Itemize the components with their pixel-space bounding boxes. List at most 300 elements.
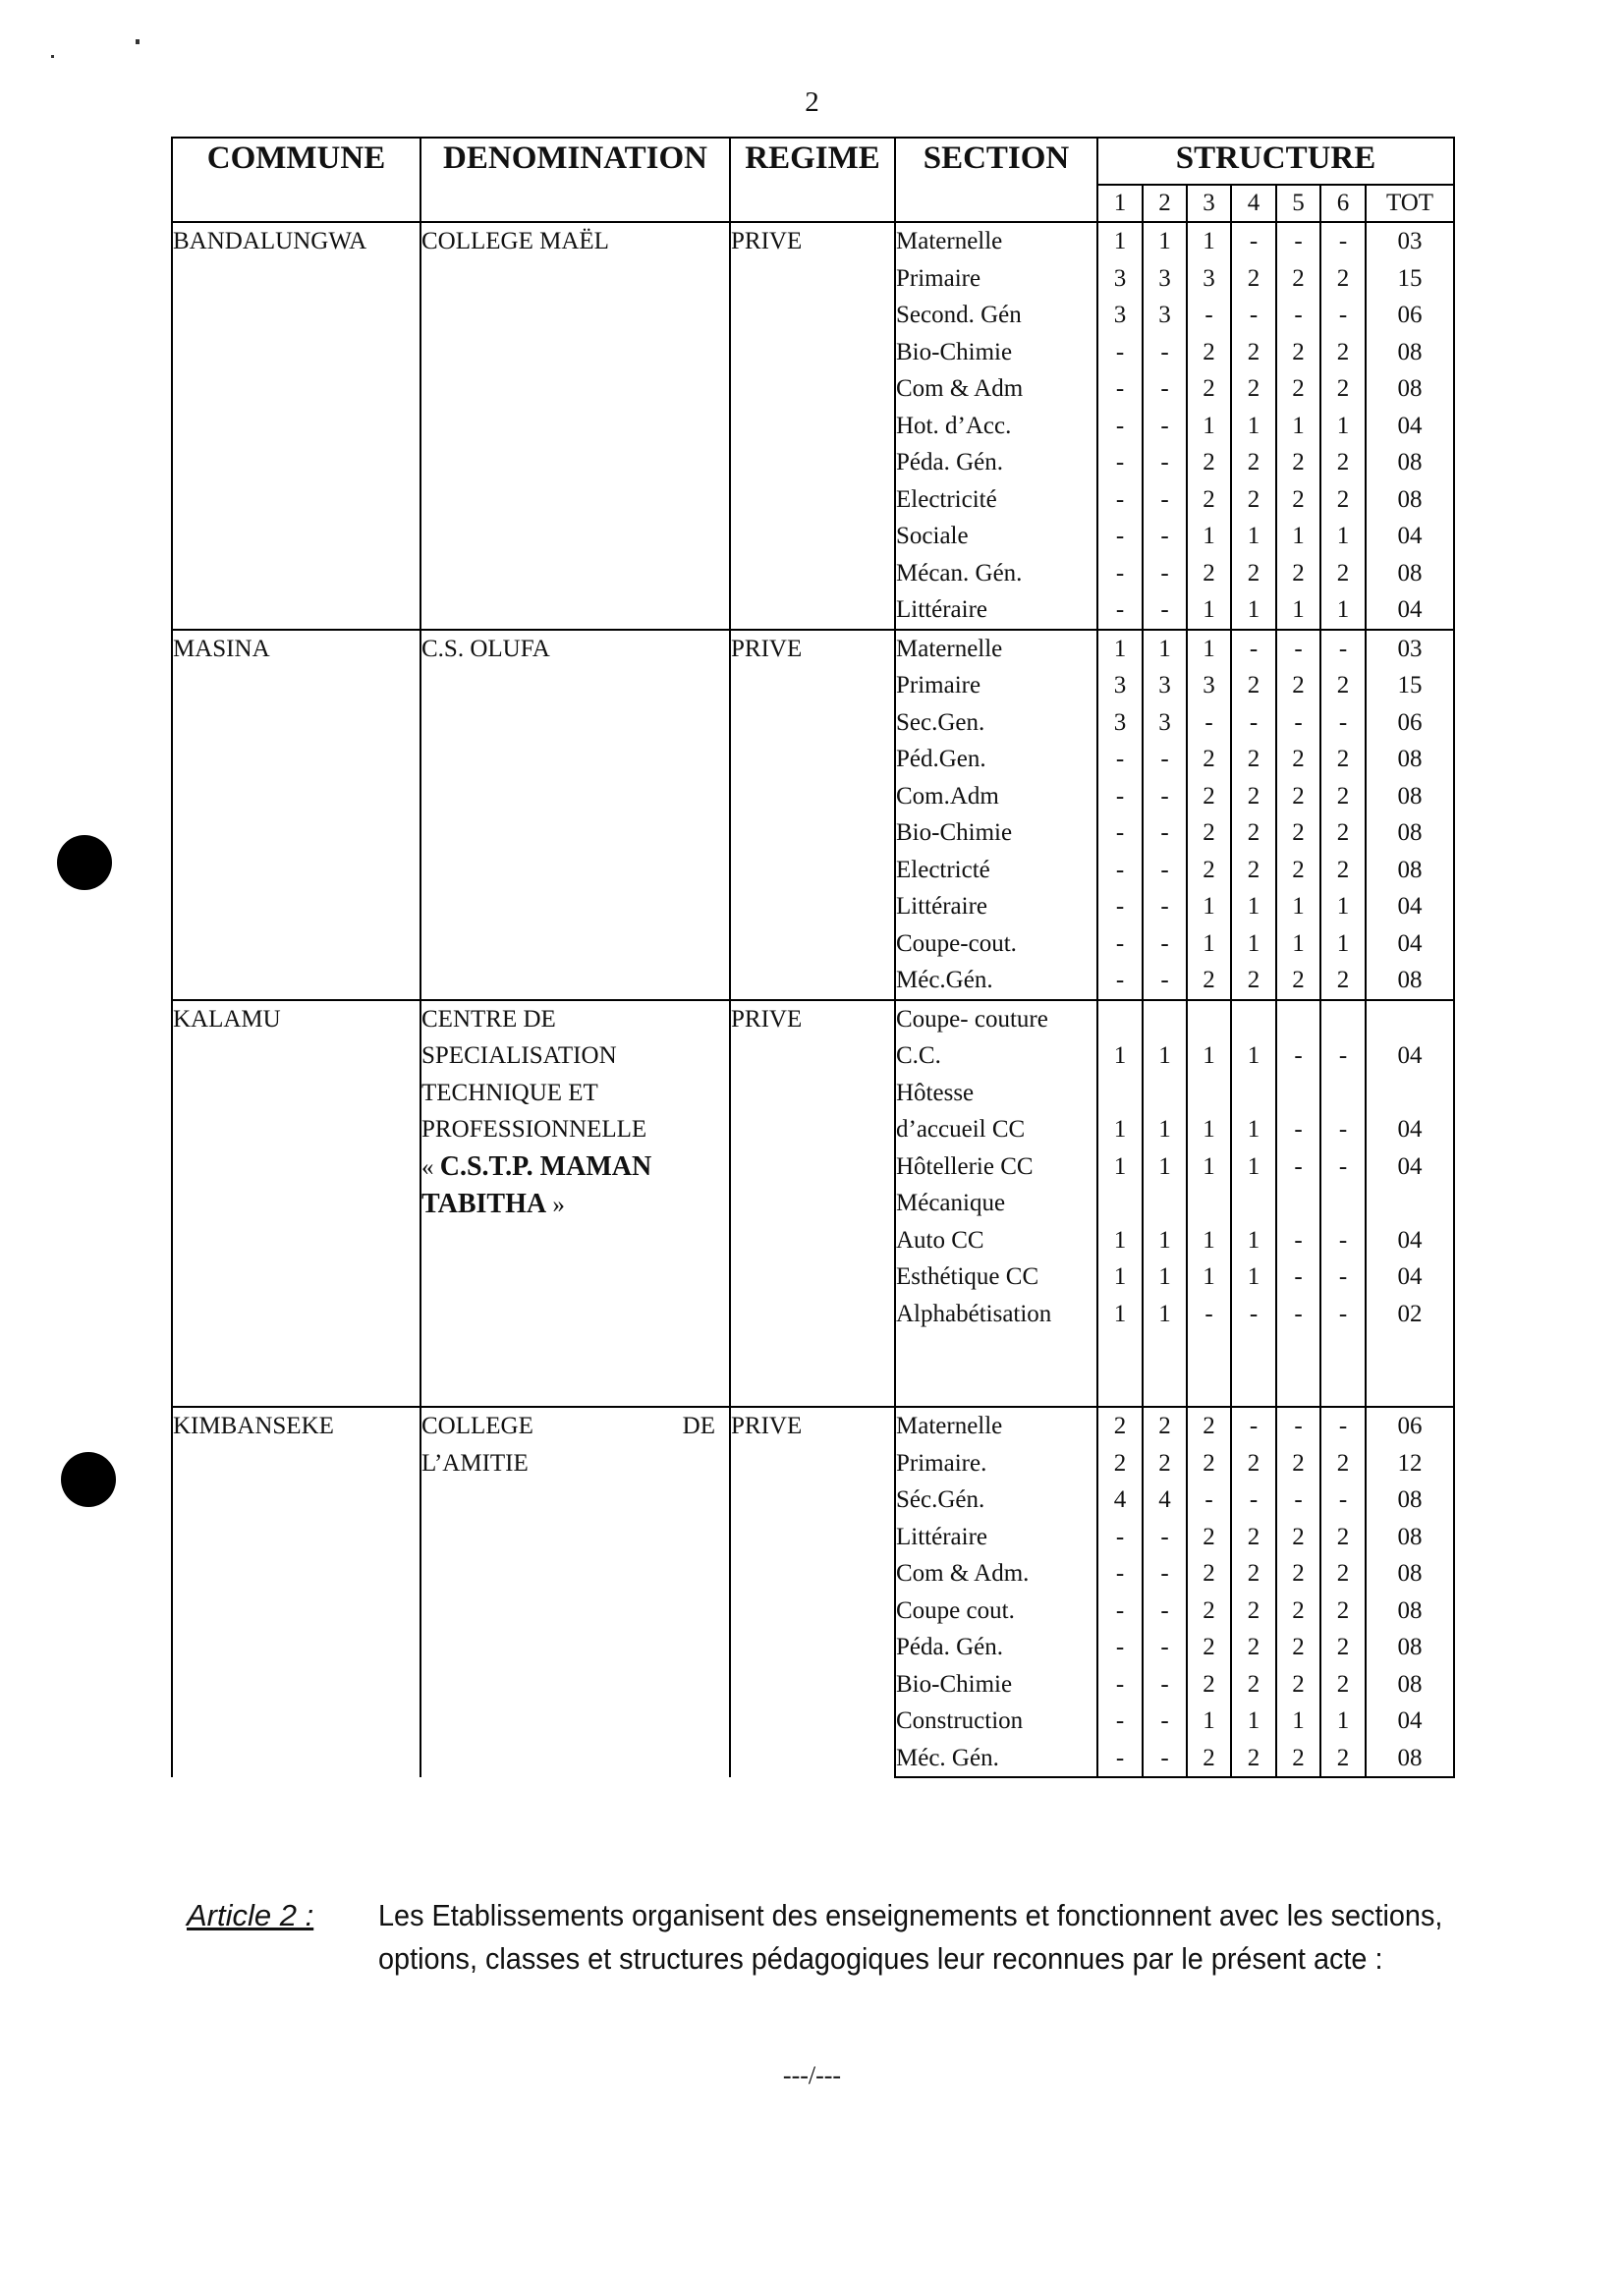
level-cell (1187, 1185, 1231, 1222)
level-cell: 2 (1187, 1519, 1231, 1556)
level-cell: 1 (1320, 408, 1366, 445)
level-cell: - (1276, 1481, 1320, 1519)
total-cell (1366, 1370, 1454, 1408)
level-cell: - (1320, 1037, 1366, 1075)
level-cell: - (1320, 1481, 1366, 1519)
level-cell: 2 (1320, 260, 1366, 298)
level-cell: 1 (1231, 591, 1276, 630)
level-cell: - (1231, 1296, 1276, 1333)
level-cell: 2 (1320, 444, 1366, 481)
level-cell (1276, 1332, 1320, 1370)
level-cell: - (1276, 1111, 1320, 1148)
header-level-1: 1 (1097, 185, 1143, 222)
level-cell: 2 (1276, 555, 1320, 592)
level-cell: 2 (1231, 778, 1276, 815)
level-cell: 2 (1187, 481, 1231, 519)
denomination-line: PROFESSIONNELLE (421, 1116, 647, 1143)
table-row (172, 1407, 1454, 1445)
section-cell: Hôtellerie CC (895, 1148, 1097, 1186)
binder-hole-bottom (61, 1452, 116, 1507)
level-cell: 2 (1231, 370, 1276, 408)
level-cell: 2 (1276, 741, 1320, 778)
article-text: Les Etablissements organisent des enseignements et fonctionnent avec les sections, options, classes et structures pédagogiques leur reconnues par le présent acte : (378, 1898, 1443, 1976)
level-cell: - (1320, 630, 1366, 668)
denomination-line (421, 1408, 729, 1445)
level-cell: - (1143, 1703, 1187, 1740)
total-cell: 08 (1366, 444, 1454, 481)
section-cell: Electricité (895, 481, 1097, 519)
level-cell: 1 (1231, 518, 1276, 555)
level-cell: 1 (1187, 222, 1231, 260)
level-cell: 1 (1276, 591, 1320, 630)
level-cell: - (1097, 408, 1143, 445)
total-cell: 04 (1366, 1037, 1454, 1075)
level-cell: 1 (1097, 1258, 1143, 1296)
level-cell: 2 (1231, 444, 1276, 481)
level-cell: - (1320, 1407, 1366, 1445)
level-cell (1276, 1185, 1320, 1222)
level-cell: 2 (1187, 1629, 1231, 1666)
total-cell (1366, 1185, 1454, 1222)
section-cell: Alphabétisation (895, 1296, 1097, 1333)
level-cell: 1 (1276, 408, 1320, 445)
denomination-word: COLLEGE (421, 1413, 533, 1439)
level-cell: 4 (1143, 1481, 1187, 1519)
level-cell: 2 (1187, 370, 1231, 408)
level-cell: - (1320, 1296, 1366, 1333)
level-cell: - (1097, 591, 1143, 630)
total-cell: 08 (1366, 1666, 1454, 1704)
level-cell: - (1276, 1407, 1320, 1445)
total-cell: 03 (1366, 630, 1454, 668)
level-cell: - (1276, 222, 1320, 260)
level-cell: 1 (1187, 518, 1231, 555)
level-cell (1187, 1000, 1231, 1038)
level-cell: 2 (1320, 741, 1366, 778)
level-cell: 2 (1276, 667, 1320, 704)
level-cell: - (1097, 481, 1143, 519)
level-cell: - (1097, 370, 1143, 408)
level-cell: 1 (1320, 888, 1366, 925)
total-cell: 08 (1366, 370, 1454, 408)
level-cell: 1 (1143, 222, 1187, 260)
regime-cell: PRIVE (730, 630, 895, 1000)
level-cell: - (1097, 334, 1143, 371)
level-cell: 2 (1320, 334, 1366, 371)
level-cell: - (1143, 1519, 1187, 1556)
level-cell: 1 (1231, 1148, 1276, 1186)
section-cell: Coupe cout. (895, 1593, 1097, 1630)
level-cell: 2 (1276, 481, 1320, 519)
section-cell: Maternelle (895, 630, 1097, 668)
level-cell: 1 (1231, 1111, 1276, 1148)
denomination-word: DE (682, 1413, 715, 1439)
section-cell: Primaire (895, 667, 1097, 704)
total-cell: 04 (1366, 925, 1454, 963)
level-cell (1276, 1370, 1320, 1408)
binder-hole-top (57, 835, 112, 890)
level-cell: 1 (1097, 1148, 1143, 1186)
section-cell (895, 1370, 1097, 1408)
level-cell: - (1143, 370, 1187, 408)
section-cell: Littéraire (895, 591, 1097, 630)
level-cell (1231, 1185, 1276, 1222)
level-cell (1231, 1370, 1276, 1408)
total-cell: 06 (1366, 704, 1454, 742)
level-cell: - (1276, 1148, 1320, 1186)
commune-cell: KIMBANSEKE (172, 1407, 420, 1777)
section-cell: Sec.Gen. (895, 704, 1097, 742)
total-cell (1366, 1332, 1454, 1370)
level-cell: 3 (1143, 297, 1187, 334)
level-cell: - (1097, 814, 1143, 852)
level-cell: 1 (1187, 925, 1231, 963)
level-cell: 1 (1187, 630, 1231, 668)
level-cell: - (1276, 1222, 1320, 1259)
level-cell: 2 (1276, 852, 1320, 889)
level-cell (1231, 1000, 1276, 1038)
level-cell: 2 (1097, 1407, 1143, 1445)
level-cell: - (1143, 1740, 1187, 1778)
total-cell: 08 (1366, 1629, 1454, 1666)
level-cell: 1 (1143, 1148, 1187, 1186)
level-cell: 1 (1097, 1296, 1143, 1333)
level-cell: 2 (1276, 260, 1320, 298)
total-cell: 08 (1366, 334, 1454, 371)
level-cell: 2 (1187, 1666, 1231, 1704)
level-cell: - (1143, 444, 1187, 481)
total-cell (1366, 1075, 1454, 1112)
level-cell: - (1231, 1481, 1276, 1519)
level-cell: 2 (1143, 1407, 1187, 1445)
level-cell: 2 (1320, 555, 1366, 592)
level-cell: 1 (1143, 1222, 1187, 1259)
scan-speck (136, 39, 140, 44)
level-cell: 2 (1187, 962, 1231, 1000)
level-cell: 1 (1097, 1111, 1143, 1148)
level-cell: 3 (1097, 704, 1143, 742)
level-cell: 2 (1276, 1519, 1320, 1556)
level-cell: 1 (1187, 1037, 1231, 1075)
section-cell: Second. Gén (895, 297, 1097, 334)
level-cell: - (1187, 704, 1231, 742)
level-cell: 3 (1097, 297, 1143, 334)
level-cell (1320, 1000, 1366, 1038)
level-cell (1097, 1332, 1143, 1370)
level-cell: 2 (1276, 814, 1320, 852)
level-cell: 1 (1231, 1037, 1276, 1075)
total-cell: 15 (1366, 260, 1454, 298)
level-cell: 1 (1187, 408, 1231, 445)
denomination-line: COLLEGE MAËL (421, 228, 609, 254)
level-cell: - (1143, 741, 1187, 778)
level-cell: - (1143, 481, 1187, 519)
total-cell: 04 (1366, 1148, 1454, 1186)
level-cell: - (1097, 962, 1143, 1000)
level-cell: 3 (1097, 260, 1143, 298)
level-cell: 1 (1187, 1258, 1231, 1296)
level-cell: - (1097, 741, 1143, 778)
commune-cell: MASINA (172, 630, 420, 1000)
total-cell: 08 (1366, 1481, 1454, 1519)
denomination-line (421, 1445, 729, 1482)
level-cell: 2 (1143, 1445, 1187, 1482)
level-cell (1097, 1000, 1143, 1038)
level-cell: 3 (1143, 667, 1187, 704)
level-cell: 1 (1187, 1703, 1231, 1740)
level-cell: 1 (1187, 1111, 1231, 1148)
level-cell: 1 (1320, 1703, 1366, 1740)
level-cell: 1 (1231, 888, 1276, 925)
total-cell: 06 (1366, 297, 1454, 334)
level-cell: - (1097, 1666, 1143, 1704)
level-cell: - (1143, 591, 1187, 630)
denomination-line: CENTRE DE (421, 1005, 556, 1033)
level-cell: 1 (1187, 888, 1231, 925)
level-cell: - (1320, 1148, 1366, 1186)
regime-cell: PRIVE (730, 1407, 895, 1777)
table-body (172, 222, 1454, 1777)
level-cell: 2 (1231, 1740, 1276, 1778)
level-cell: 2 (1187, 778, 1231, 815)
level-cell: 1 (1187, 1148, 1231, 1186)
level-cell: 2 (1231, 334, 1276, 371)
level-cell: 1 (1143, 1111, 1187, 1148)
level-cell: 1 (1097, 1037, 1143, 1075)
section-cell: Bio-Chimie (895, 814, 1097, 852)
level-cell (1143, 1185, 1187, 1222)
level-cell: - (1320, 704, 1366, 742)
total-cell: 08 (1366, 1740, 1454, 1778)
total-cell: 15 (1366, 667, 1454, 704)
level-cell: 3 (1187, 667, 1231, 704)
level-cell: 2 (1276, 334, 1320, 371)
section-cell: Péda. Gén. (895, 444, 1097, 481)
denomination-line: SPECIALISATION (421, 1042, 617, 1069)
level-cell: - (1097, 888, 1143, 925)
level-cell (1143, 1000, 1187, 1038)
total-cell: 08 (1366, 1593, 1454, 1630)
level-cell: - (1143, 814, 1187, 852)
total-cell: 04 (1366, 408, 1454, 445)
total-cell: 06 (1366, 1407, 1454, 1445)
level-cell: 2 (1187, 444, 1231, 481)
section-cell: Construction (895, 1703, 1097, 1740)
header-denomination: DENOMINATION (420, 138, 730, 222)
level-cell: - (1143, 1666, 1187, 1704)
level-cell: 2 (1231, 555, 1276, 592)
level-cell: 2 (1320, 370, 1366, 408)
scan-speck (51, 55, 54, 58)
level-cell: 2 (1320, 814, 1366, 852)
level-cell: - (1320, 297, 1366, 334)
level-cell: 2 (1320, 962, 1366, 1000)
level-cell: 1 (1143, 630, 1187, 668)
denomination-cell (420, 630, 730, 1000)
commune-cell: KALAMU (172, 1000, 420, 1408)
level-cell (1276, 1000, 1320, 1038)
level-cell: 1 (1276, 925, 1320, 963)
denomination-cell (420, 222, 730, 630)
level-cell: 2 (1320, 852, 1366, 889)
section-cell: Méc. Gén. (895, 1740, 1097, 1778)
total-cell: 12 (1366, 1445, 1454, 1482)
level-cell: - (1097, 518, 1143, 555)
level-cell: 2 (1231, 1555, 1276, 1593)
level-cell: - (1097, 1555, 1143, 1593)
level-cell: - (1231, 1407, 1276, 1445)
section-cell: Hot. d’Acc. (895, 408, 1097, 445)
denomination-word: L’AMITIE (421, 1449, 529, 1477)
total-cell: 08 (1366, 1555, 1454, 1593)
denomination-line: C.S. OLUFA (421, 635, 550, 662)
section-cell: Péda. Gén. (895, 1629, 1097, 1666)
total-cell: 04 (1366, 518, 1454, 555)
level-cell (1097, 1075, 1143, 1112)
level-cell: 2 (1276, 1740, 1320, 1778)
level-cell: 2 (1320, 481, 1366, 519)
level-cell (1320, 1332, 1366, 1370)
level-cell (1143, 1370, 1187, 1408)
level-cell: 1 (1231, 1703, 1276, 1740)
level-cell: 1 (1143, 1296, 1187, 1333)
header-level-4: 4 (1231, 185, 1276, 222)
level-cell: - (1320, 1222, 1366, 1259)
commune-cell: BANDALUNGWA (172, 222, 420, 630)
denomination-name: TABITHA (421, 1189, 547, 1219)
page-number: 2 (805, 86, 819, 118)
level-cell: 1 (1320, 925, 1366, 963)
level-cell: 2 (1187, 1555, 1231, 1593)
level-cell: 2 (1187, 814, 1231, 852)
level-cell: - (1187, 297, 1231, 334)
level-cell: - (1276, 630, 1320, 668)
total-cell: 04 (1366, 1703, 1454, 1740)
section-cell: Séc.Gén. (895, 1481, 1097, 1519)
level-cell: 2 (1231, 741, 1276, 778)
level-cell: 2 (1187, 1445, 1231, 1482)
section-cell: Bio-Chimie (895, 1666, 1097, 1704)
level-cell: 1 (1097, 222, 1143, 260)
level-cell (1320, 1185, 1366, 1222)
level-cell (1320, 1370, 1366, 1408)
level-cell: 2 (1276, 1629, 1320, 1666)
level-cell: - (1231, 297, 1276, 334)
level-cell: 1 (1231, 925, 1276, 963)
level-cell (1320, 1075, 1366, 1112)
regime-cell: PRIVE (730, 1000, 895, 1408)
level-cell: 2 (1276, 1555, 1320, 1593)
level-cell: - (1276, 1037, 1320, 1075)
continuation-mark: ---/--- (782, 2061, 842, 2090)
level-cell: - (1143, 518, 1187, 555)
header-regime: REGIME (730, 138, 895, 222)
section-cell: Maternelle (895, 222, 1097, 260)
section-cell: C.C. (895, 1037, 1097, 1075)
level-cell: - (1143, 555, 1187, 592)
level-cell: - (1143, 962, 1187, 1000)
level-cell: 1 (1276, 888, 1320, 925)
level-cell: 3 (1143, 704, 1187, 742)
level-cell: 2 (1187, 1407, 1231, 1445)
level-cell: 1 (1320, 518, 1366, 555)
total-cell (1366, 1000, 1454, 1038)
header-structure: STRUCTURE (1097, 138, 1454, 185)
section-cell: Péd.Gen. (895, 741, 1097, 778)
level-cell: 2 (1320, 1445, 1366, 1482)
level-cell: - (1143, 1593, 1187, 1630)
level-cell: - (1143, 925, 1187, 963)
section-cell: Littéraire (895, 1519, 1097, 1556)
level-cell: 2 (1320, 1555, 1366, 1593)
level-cell: 2 (1231, 667, 1276, 704)
header-commune: COMMUNE (172, 138, 420, 222)
level-cell (1143, 1075, 1187, 1112)
level-cell: 2 (1187, 1593, 1231, 1630)
total-cell: 02 (1366, 1296, 1454, 1333)
level-cell: 1 (1187, 591, 1231, 630)
level-cell (1231, 1075, 1276, 1112)
section-cell: Maternelle (895, 1407, 1097, 1445)
section-cell: Com & Adm (895, 370, 1097, 408)
section-cell: d’accueil CC (895, 1111, 1097, 1148)
level-cell: - (1276, 297, 1320, 334)
level-cell: - (1276, 1258, 1320, 1296)
level-cell: - (1097, 1593, 1143, 1630)
table-row (172, 630, 1454, 668)
section-cell: Coupe-cout. (895, 925, 1097, 963)
level-cell: 2 (1187, 852, 1231, 889)
level-cell: 2 (1097, 1445, 1143, 1482)
level-cell: 1 (1097, 630, 1143, 668)
level-cell (1231, 1332, 1276, 1370)
total-cell: 08 (1366, 778, 1454, 815)
level-cell (1187, 1332, 1231, 1370)
level-cell: 1 (1276, 518, 1320, 555)
level-cell: 2 (1320, 1740, 1366, 1778)
level-cell (1187, 1075, 1231, 1112)
denomination-name: C.S.T.P. MAMAN (439, 1150, 652, 1182)
section-cell: Primaire. (895, 1445, 1097, 1482)
denomination-name-line: « C.S.T.P. MAMAN (421, 1150, 652, 1182)
level-cell: 2 (1187, 555, 1231, 592)
section-cell: Mécan. Gén. (895, 555, 1097, 592)
level-cell: 2 (1231, 1629, 1276, 1666)
level-cell: 2 (1187, 741, 1231, 778)
level-cell: - (1097, 778, 1143, 815)
level-cell: - (1143, 334, 1187, 371)
level-cell: 1 (1231, 1222, 1276, 1259)
denomination-name-line: TABITHA » (421, 1189, 565, 1219)
total-cell: 04 (1366, 1258, 1454, 1296)
level-cell: - (1143, 1629, 1187, 1666)
level-cell: 1 (1143, 1258, 1187, 1296)
section-cell: Hôtesse (895, 1075, 1097, 1112)
header-level-5: 5 (1276, 185, 1320, 222)
header-total: TOT (1366, 185, 1454, 222)
total-cell: 08 (1366, 481, 1454, 519)
total-cell: 08 (1366, 962, 1454, 1000)
level-cell: - (1143, 778, 1187, 815)
section-cell: Méc.Gén. (895, 962, 1097, 1000)
level-cell: 2 (1187, 1740, 1231, 1778)
level-cell: 3 (1097, 667, 1143, 704)
level-cell: - (1187, 1481, 1231, 1519)
level-cell: 2 (1320, 778, 1366, 815)
level-cell: 2 (1276, 444, 1320, 481)
section-cell: Auto CC (895, 1222, 1097, 1259)
level-cell: 1 (1320, 591, 1366, 630)
